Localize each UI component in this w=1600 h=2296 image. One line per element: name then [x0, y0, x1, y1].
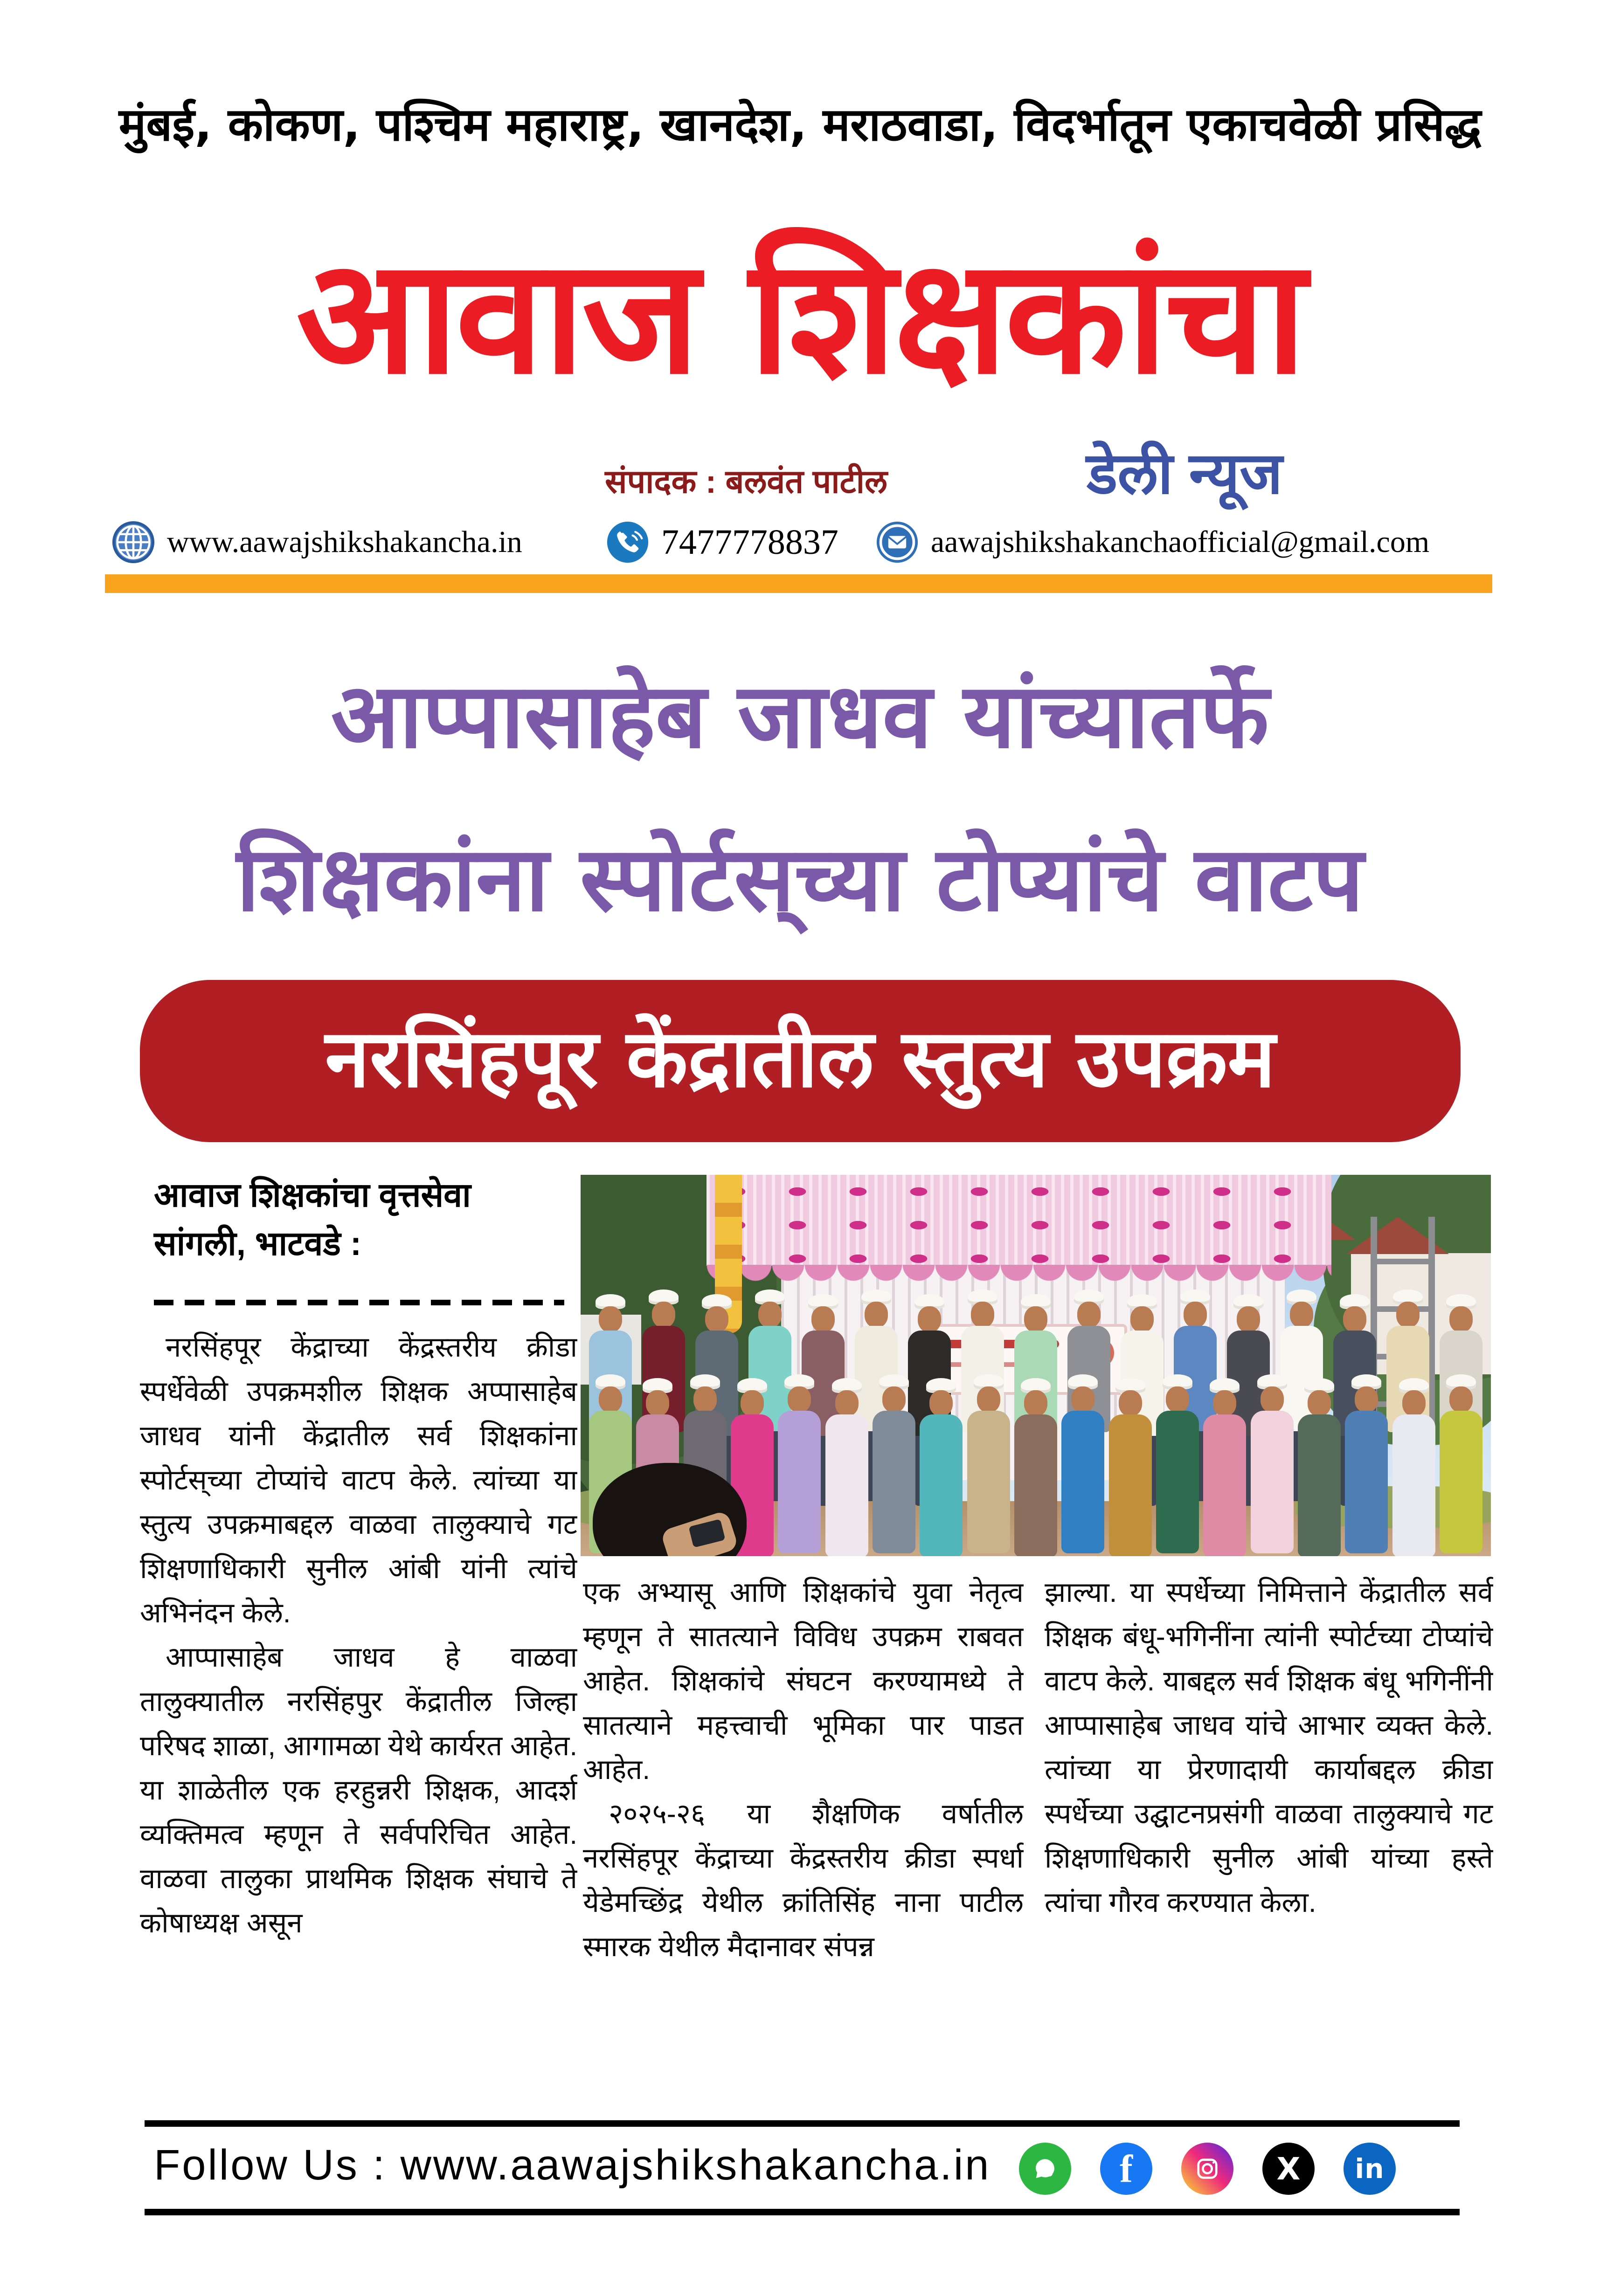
- subheadline-text: नरसिंहपूर केंद्रातील स्तुत्य उपक्रम: [325, 1012, 1275, 1105]
- article-photo: [581, 1175, 1491, 1556]
- photo-canopy-fringe: [706, 1265, 1331, 1282]
- instagram-icon: [1181, 2143, 1233, 2195]
- facebook-icon: f: [1100, 2143, 1152, 2195]
- website-text: www.aawajshikshakancha.in: [167, 525, 522, 559]
- article-column-3: [1045, 1570, 1493, 2111]
- footer-rule-top: [145, 2120, 1460, 2127]
- paragraph: झाल्या. या स्पर्धेच्या निमित्ताने केंद्रातील सर्व शिक्षक बंधू-भगिनींना त्यांनी स्पोर्टच्या टोप्यांचे वाटप केले. याबद्दल सर्व शिक्षक बंधू भगिनींनी आप्पासाहेब जाधव यांचे आभार व्यक्त केले. त्यांच्या या प्रेरणादायी कार्याबद्दल क्रीडा स्पर्धेच्या उद्घाटनप्रसंगी वाळवा तालुक्याचे गट शिक्षणाधिकारी सुनील आंबी यांच्या हस्ते त्यांचा गौरव करण्यात केला.: [1045, 1577, 1493, 1918]
- instagram-icon: [1192, 2153, 1223, 2184]
- photo-person-front: [1438, 1374, 1484, 1556]
- paragraph: एक अभ्यासू आणि शिक्षकांचे युवा नेतृत्व म्हणून ते सातत्याने विविध उपक्रम राबवत आहेत. शिक्षकांचे संघटन करण्यामध्ये ते सातत्याने महत्त्वाची भूमिका पार पाडत आहेत.: [583, 1577, 1024, 1785]
- follow-us-label: Follow Us : www.aawajshikshakancha.in: [154, 2141, 991, 2189]
- whatsapp-icon: [1030, 2153, 1060, 2184]
- photo-person-front: [1012, 1378, 1059, 1556]
- email-icon: [876, 521, 919, 564]
- article-column-1: [140, 1325, 577, 2113]
- paragraph: नरसिंहपूर केंद्राच्या केंद्रस्तरीय क्रीडा स्पर्धेवेळी उपक्रमशील शिक्षक अप्पासाहेब जाधव यांनी केंद्रातील सर्व शिक्षकांना स्पोर्टस्‌च्या टोप्यांचे वाटप केले. त्यांच्या या स्तुत्य उपक्रमाबद्दल वाळवा तालुक्याचे गट शिक्षणाधिकारी सुनील आंबी यांनी त्यांचे अभिनंदन केले.: [140, 1331, 577, 1628]
- email-text: aawajshikshakanchaofficial@gmail.com: [930, 525, 1430, 559]
- distribution-tagline: मुंबई, कोकण, पश्चिम महाराष्ट्र, खानदेश, मराठवाडा, विदर्भातून एकाचवेळी प्रसिद्ध: [118, 98, 1482, 152]
- photo-person-front: [824, 1378, 870, 1556]
- phone-item: [522, 521, 838, 564]
- photo-person-front: [1343, 1374, 1390, 1556]
- edition-label: डेली न्यूज: [1087, 441, 1283, 506]
- byline: [154, 1171, 602, 1268]
- photo-person-front: [1249, 1374, 1295, 1556]
- byline-place: सांगली, भाटवडे :: [154, 1225, 361, 1262]
- orange-divider: [105, 574, 1492, 593]
- photo-person-front: [1060, 1374, 1106, 1556]
- social-icons: [1019, 2143, 1396, 2195]
- article-column-2: [583, 1570, 1024, 2111]
- x-icon: X: [1262, 2143, 1315, 2195]
- masthead-title: आवाज शिक्षकांचा: [296, 225, 1304, 409]
- website-item: [112, 521, 522, 564]
- byline-dashed-divider: [154, 1300, 564, 1305]
- globe-icon: [112, 521, 155, 564]
- photo-person-front: [1391, 1378, 1437, 1556]
- photo-canopy: [706, 1175, 1331, 1266]
- byline-agency: आवाज शिक्षकांचा वृत्तसेवा: [154, 1177, 471, 1214]
- photo-person-front: [1296, 1378, 1343, 1556]
- photo-person-front: [965, 1374, 1012, 1556]
- editor-line: संपादक : बलवंत पाटील: [605, 463, 887, 500]
- subheadline-banner: [140, 980, 1461, 1142]
- linkedin-icon: in: [1344, 2143, 1396, 2195]
- phone-text: 7477778837: [661, 522, 838, 562]
- contact-row: [112, 517, 1492, 568]
- photo-person-front: [871, 1374, 917, 1556]
- photo-person-front: [918, 1378, 964, 1556]
- photo-person-front: [1201, 1378, 1248, 1556]
- whatsapp-icon: [1019, 2143, 1071, 2195]
- photo-person-front: [1107, 1378, 1154, 1556]
- photo-person-front: [1154, 1374, 1201, 1556]
- paragraph: आप्पासाहेब जाधव हे वाळवा तालुक्यातील नरसिंहपुर केंद्रातील जिल्हा परिषद शाळा, आगामळा येथे कार्यरत आहेत. या शाळेतील एक हरहुन्नरी शिक्षक, आदर्श व्यक्तिमत्व म्हणून ते सर्वपरिचित आहेत. वाळवा तालुका प्राथमिक शिक्षक संघाचे ते कोषाध्यक्ष असून: [140, 1641, 577, 1938]
- headline-line1: आप्पासाहेब जाधव यांच्यातर्फे: [331, 664, 1269, 768]
- phone-icon: [606, 521, 649, 564]
- email-item: [838, 521, 1429, 564]
- footer-rule-bottom: [145, 2209, 1460, 2215]
- paragraph: २०२५-२६ या शैक्षणिक वर्षातील नरसिंहपूर केंद्राच्या केंद्रस्तरीय क्रीडा स्पर्धा येडेमच्छिंद्र येथील क्रांतिसिंह नाना पाटील स्मारक येथील मैदानावर संपन्न: [583, 1798, 1024, 1962]
- photo-person-front: [776, 1374, 823, 1556]
- headline-line2: शिक्षकांना स्पोर्टस्‌च्या टोप्यांचे वाटप: [236, 827, 1364, 931]
